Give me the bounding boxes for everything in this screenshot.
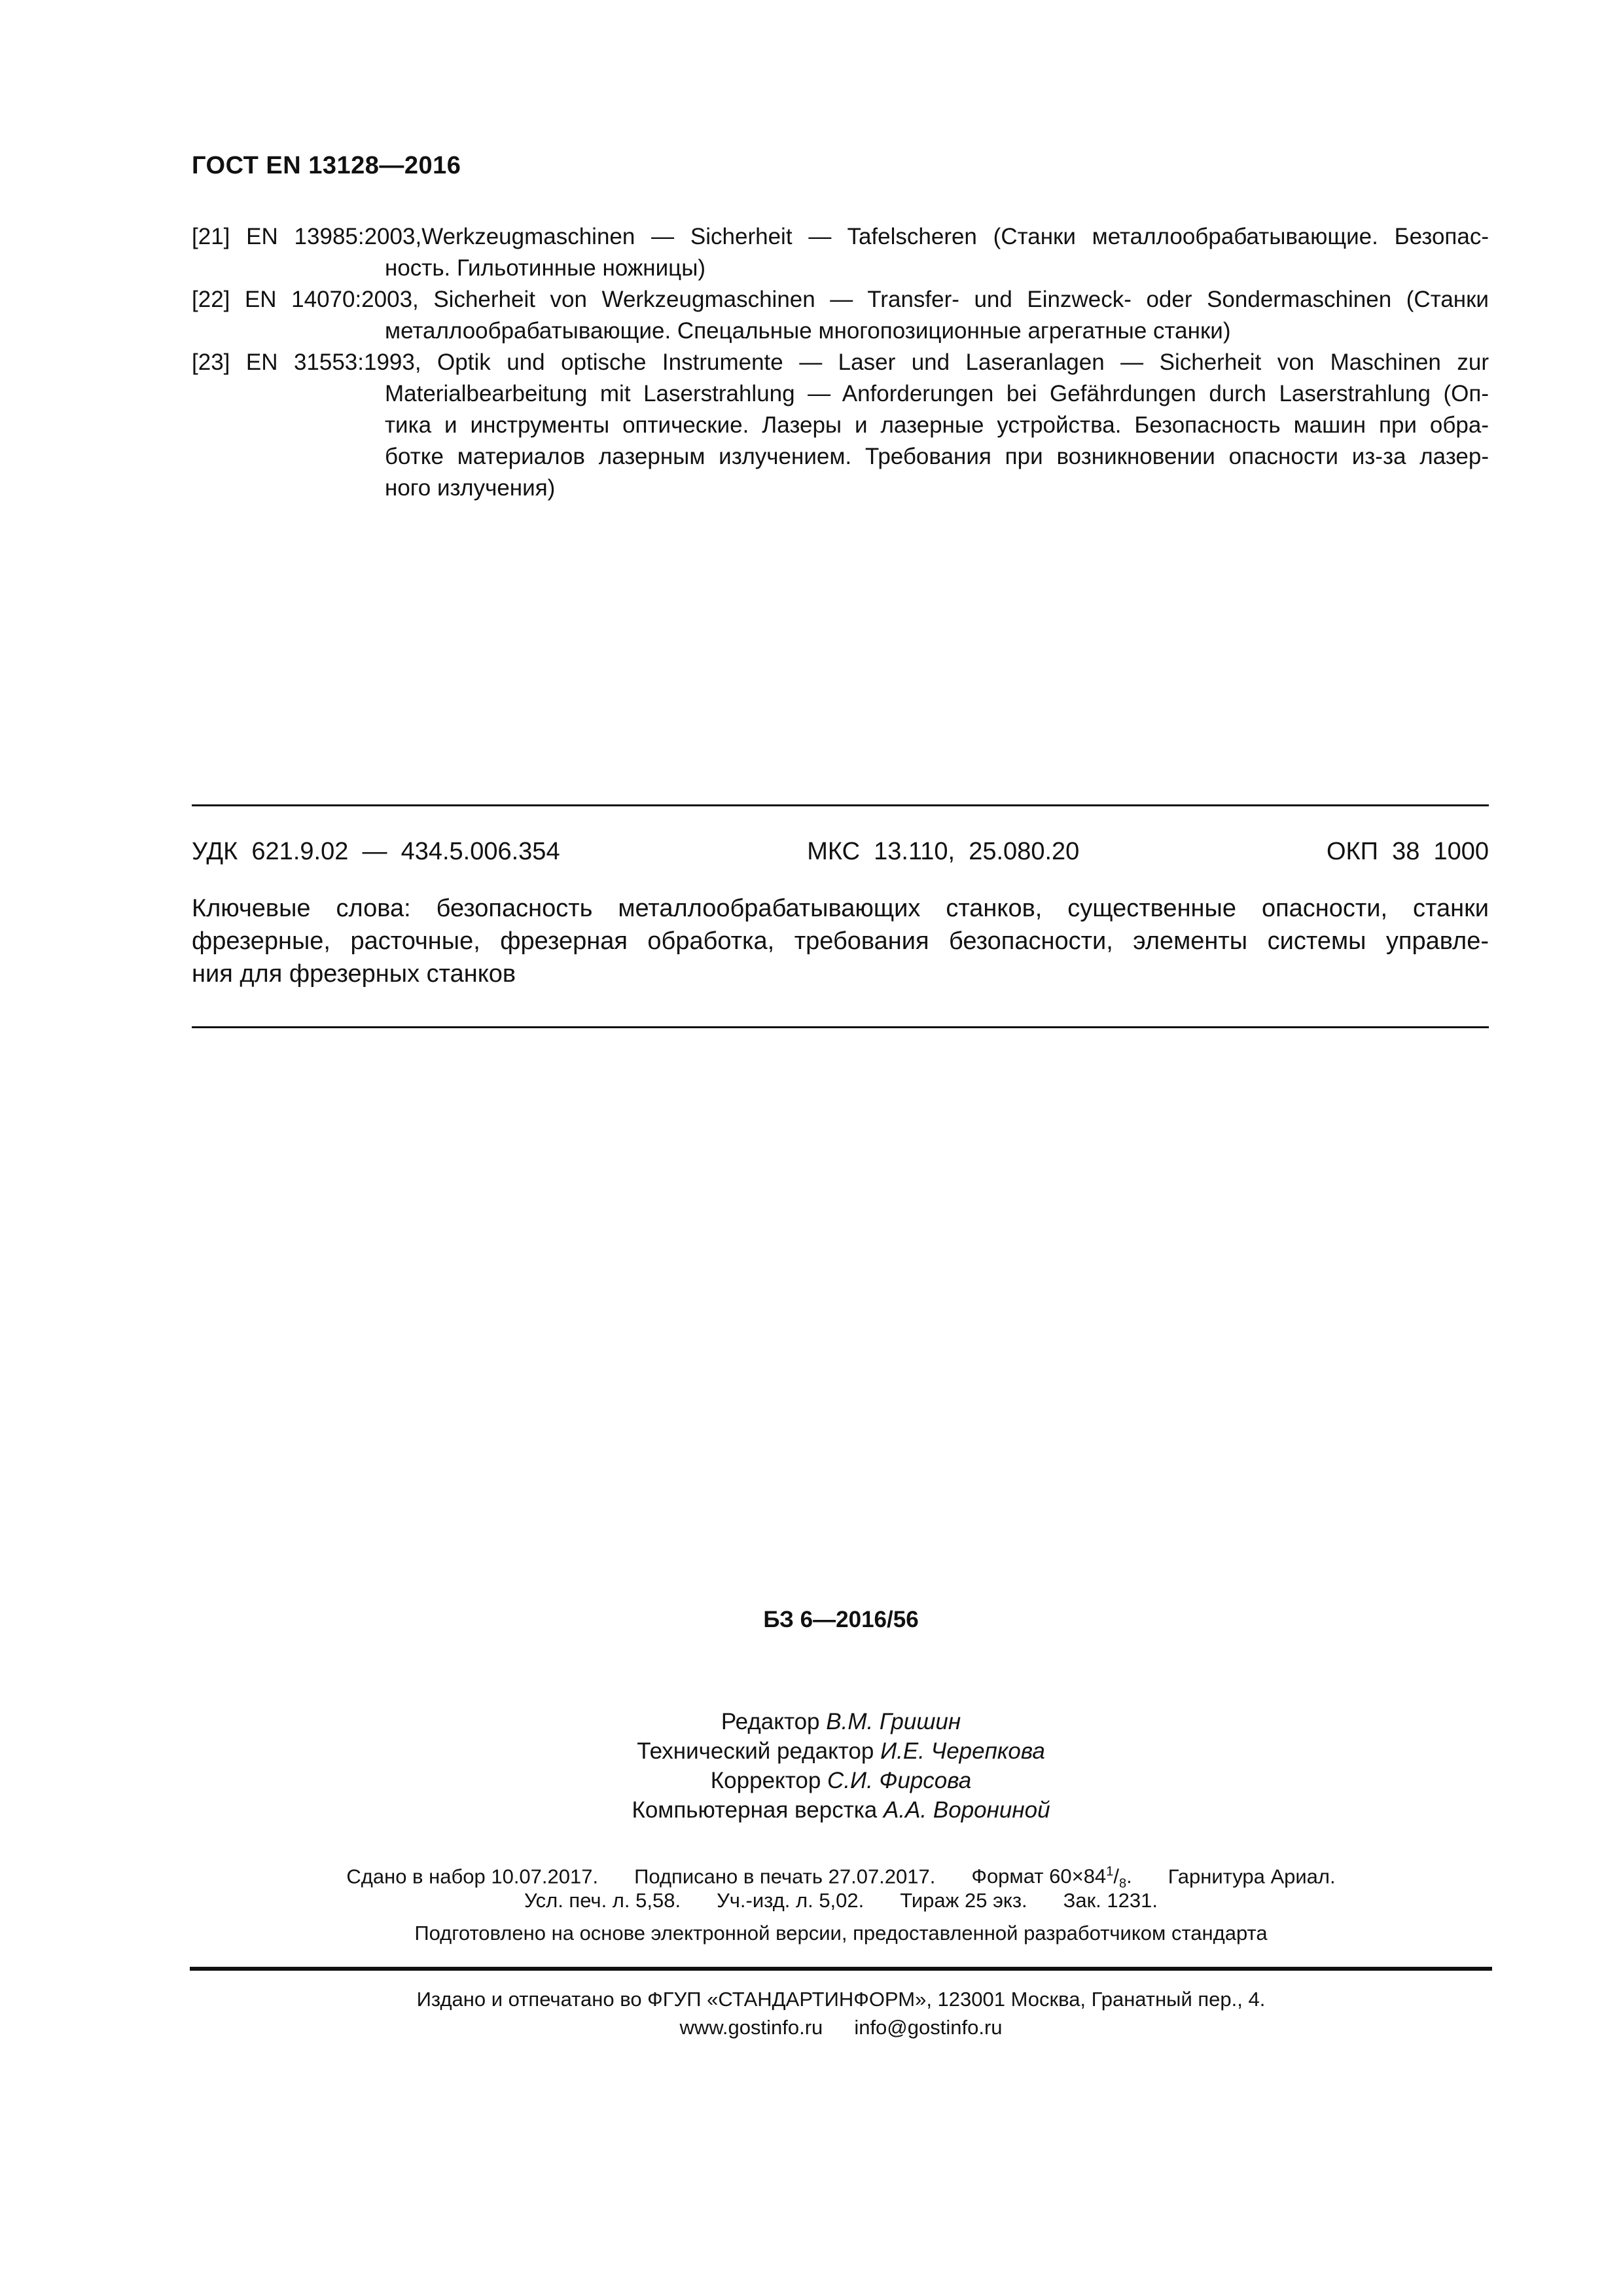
bibliography-entry-23 <box>192 347 1489 504</box>
bibliography-entry-line: металлообрабатывающие. Спецальные многопозиционные агрегатные станки) <box>385 318 1231 344</box>
bz-number: БЗ 6—2016/56 <box>763 1607 919 1632</box>
credit-technical-editor: Технический редактор И.Е. Черепкова <box>637 1738 1045 1764</box>
circulation: Тираж 25 экз. <box>900 1889 1027 1912</box>
keywords-block <box>192 892 1489 990</box>
bibliography-entry-continuation <box>192 315 1489 347</box>
keywords-line: ния для фрезерных станков <box>192 960 516 988</box>
bibliography-entry-line: [22] EN 14070:2003, Sicherheit von Werkzeugmaschinen — Transfer- und Einzweck- oder Sondermaschinen (Станки <box>192 287 1489 312</box>
publisher-email-link[interactable]: info@gostinfo.ru <box>854 2016 1003 2039</box>
order-number: Зак. 1231. <box>1063 1889 1158 1912</box>
divider-publisher <box>190 1967 1492 1971</box>
bibliography-entry-line: тика и инструменты оптические. Лазеры и лазерные устройства. Безопасность машин при обра- <box>385 412 1489 438</box>
signed-date: Подписано в печать 27.07.2017. <box>634 1865 936 1888</box>
publisher-website-link[interactable]: www.gostinfo.ru <box>679 2016 823 2039</box>
credits-block <box>0 1707 1623 1825</box>
bibliography-list <box>192 221 1489 504</box>
paper-format: Формат $60\times 84^1/_8$. <box>971 1865 1132 1892</box>
mks-code: МКС 13.110, 25.080.20 <box>807 838 1080 865</box>
credit-proofreader: Корректор С.И. Фирсова <box>710 1768 972 1793</box>
credit-layout: Компьютерная верстка А.А. Ворониной <box>632 1797 1050 1823</box>
udk-code: УДК 621.9.02 — 434.5.006.354 <box>192 838 560 865</box>
bibliography-entry-line: ность. Гильотинные ножницы) <box>385 255 706 281</box>
print-sheets: Усл. печ. л. 5,58. <box>524 1889 681 1912</box>
bibliography-entry-22 <box>192 284 1489 347</box>
publisher-address: Издано и отпечатано во ФГУП «СТАНДАРТИНФОРМ», 123001 Москва, Гранатный пер., 4. <box>416 1988 1266 2011</box>
bibliography-entry-line: [23] EN 31553:1993, Optik und optische Instrumente — Laser und Laseranlagen — Sicherheit von Maschinen zur <box>192 350 1489 375</box>
bibliography-entry-line: ботке материалов лазерным излучением. Требования при возникновении опасности из-за лазер- <box>385 444 1489 469</box>
typeface: Гарнитура Ариал. <box>1168 1865 1336 1888</box>
bibliography-entry-line: [21] EN 13985:2003,Werkzeugmaschinen — Sicherheit — Tafelscheren (Станки металлообрабатывающие. Безопас- <box>192 224 1489 249</box>
okp-code: ОКП 38 1000 <box>1326 838 1489 865</box>
submitted-date: Сдано в набор 10.07.2017. <box>346 1865 599 1888</box>
bibliography-entry-continuation <box>192 378 1489 504</box>
bibliography-entry-continuation <box>192 253 1489 284</box>
print-info-line-2 <box>0 1886 1623 1915</box>
bibliography-entry-line: ного излучения) <box>385 475 556 501</box>
keywords-line: фрезерные, расточные, фрезерная обработка, требования безопасности, элементы системы управле- <box>192 927 1489 955</box>
classification-row <box>192 838 1489 866</box>
publisher-contacts <box>0 2013 1623 2041</box>
prepared-note: Подготовлено на основе электронной версии, предоставленной разработчиком стандарта <box>414 1922 1268 1945</box>
bibliography-entry-21 <box>192 221 1489 284</box>
publication-sheets: Уч.-изд. л. 5,02. <box>717 1889 865 1912</box>
divider-top <box>192 804 1489 806</box>
divider-bottom <box>192 1026 1489 1028</box>
document-header-title: ГОСТ EN 13128—2016 <box>192 152 461 179</box>
keywords-line: Ключевые слова: безопасность металлообрабатывающих станков, существенные опасности, станки <box>192 895 1489 922</box>
publisher-block <box>0 1985 1623 2041</box>
credit-editor: Редактор В.М. Гришин <box>721 1709 961 1734</box>
bibliography-entry-line: Materialbearbeitung mit Laserstrahlung — Anforderungen bei Gefährdungen durch Laserstrahlung (Оп- <box>385 381 1489 406</box>
